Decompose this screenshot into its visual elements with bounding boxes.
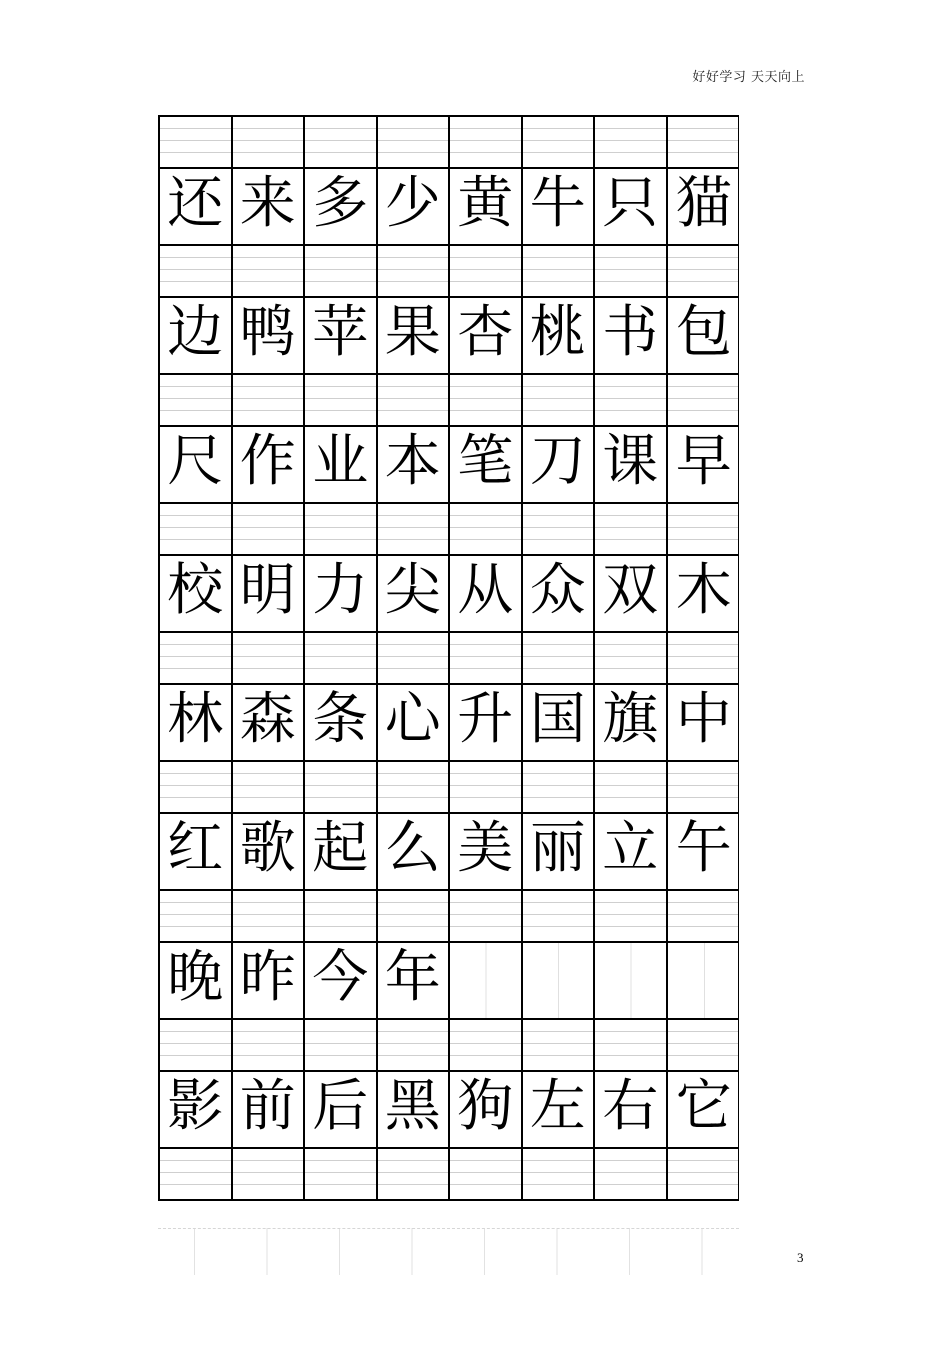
pinyin-cell (595, 375, 668, 425)
hanzi-character: 丽 (529, 815, 586, 881)
pinyin-cell (523, 891, 596, 941)
hanzi-character: 业 (312, 428, 369, 494)
character-cell (523, 298, 596, 373)
character-cell (233, 943, 306, 1018)
character-cell (595, 169, 668, 244)
character-cell (668, 685, 741, 760)
character-grid (158, 115, 739, 1201)
pinyin-cell (450, 246, 523, 296)
hanzi-character: 美 (457, 815, 514, 881)
pinyin-cell (595, 117, 668, 167)
hanzi-character: 林 (167, 686, 224, 752)
pinyin-band (160, 1147, 738, 1199)
pinyin-cell (305, 1149, 378, 1199)
character-cell (523, 556, 596, 631)
pinyin-cell (523, 504, 596, 554)
hanzi-character: 桃 (529, 299, 586, 365)
character-row (160, 554, 738, 631)
pinyin-cell (668, 633, 741, 683)
character-cell (233, 685, 306, 760)
hanzi-character: 刀 (529, 428, 586, 494)
hanzi-character: 少 (384, 170, 441, 236)
character-cell (305, 556, 378, 631)
pinyin-cell (233, 1149, 306, 1199)
character-cell (523, 814, 596, 889)
pinyin-cell (668, 375, 741, 425)
character-cell (668, 169, 741, 244)
hanzi-character: 双 (602, 557, 659, 623)
character-cell (595, 685, 668, 760)
hanzi-character: 木 (675, 557, 732, 623)
hanzi-character: 昨 (239, 944, 296, 1010)
hanzi-character: 早 (675, 428, 732, 494)
hanzi-character: 起 (312, 815, 369, 881)
pinyin-cell (378, 633, 451, 683)
hanzi-character: 只 (602, 170, 659, 236)
character-row (160, 812, 738, 889)
character-cell (668, 814, 741, 889)
pinyin-cell (378, 1149, 451, 1199)
pinyin-cell (450, 762, 523, 812)
pinyin-cell (233, 504, 306, 554)
hanzi-character: 前 (239, 1073, 296, 1139)
pinyin-cell (450, 1020, 523, 1070)
pinyin-cell (378, 117, 451, 167)
pinyin-cell (233, 117, 306, 167)
character-cell (450, 427, 523, 502)
character-cell (305, 1072, 378, 1147)
pinyin-cell (668, 891, 741, 941)
pinyin-cell (305, 246, 378, 296)
pinyin-cell (523, 1020, 596, 1070)
character-cell (378, 298, 451, 373)
character-cell (233, 814, 306, 889)
character-cell (523, 1072, 596, 1147)
character-row (160, 941, 738, 1018)
pinyin-cell (233, 375, 306, 425)
pinyin-cell (668, 117, 741, 167)
pinyin-cell (668, 762, 741, 812)
hanzi-character: 课 (602, 428, 659, 494)
pinyin-cell (668, 246, 741, 296)
pinyin-band (160, 760, 738, 812)
pinyin-cell (233, 246, 306, 296)
pinyin-cell (378, 375, 451, 425)
empty-character-cell (668, 943, 741, 1018)
pinyin-cell (668, 504, 741, 554)
hanzi-character: 本 (384, 428, 441, 494)
hanzi-character: 左 (529, 1073, 586, 1139)
pinyin-cell (160, 504, 233, 554)
character-cell (450, 685, 523, 760)
pinyin-cell (233, 762, 306, 812)
pinyin-cell (305, 504, 378, 554)
hanzi-character: 包 (675, 299, 732, 365)
pinyin-cell (160, 762, 233, 812)
hanzi-character: 么 (384, 815, 441, 881)
hanzi-character: 众 (529, 557, 586, 623)
pinyin-cell (305, 891, 378, 941)
character-cell (378, 943, 451, 1018)
hanzi-character: 右 (602, 1073, 659, 1139)
pinyin-cell (523, 246, 596, 296)
character-cell (160, 685, 233, 760)
pinyin-cell (305, 375, 378, 425)
character-cell (233, 427, 306, 502)
hanzi-character: 笔 (457, 428, 514, 494)
character-cell (378, 814, 451, 889)
character-cell (523, 427, 596, 502)
pinyin-cell (305, 633, 378, 683)
hanzi-character: 力 (312, 557, 369, 623)
empty-character-cell (595, 943, 668, 1018)
hanzi-character: 影 (167, 1073, 224, 1139)
pinyin-cell (160, 1020, 233, 1070)
hanzi-character: 旗 (602, 686, 659, 752)
hanzi-character: 黑 (384, 1073, 441, 1139)
character-cell (668, 556, 741, 631)
pinyin-band (160, 373, 738, 425)
pinyin-cell (233, 1020, 306, 1070)
character-cell (450, 298, 523, 373)
character-cell (160, 298, 233, 373)
character-cell (595, 427, 668, 502)
hanzi-character: 还 (167, 170, 224, 236)
character-cell (160, 556, 233, 631)
pinyin-cell (523, 633, 596, 683)
character-cell (378, 427, 451, 502)
pinyin-cell (450, 504, 523, 554)
hanzi-character: 中 (675, 686, 732, 752)
pinyin-cell (668, 1149, 741, 1199)
pinyin-cell (378, 246, 451, 296)
character-cell (233, 298, 306, 373)
hanzi-character: 红 (167, 815, 224, 881)
pinyin-band (160, 502, 738, 554)
character-cell (305, 427, 378, 502)
character-cell (305, 943, 378, 1018)
pinyin-cell (160, 633, 233, 683)
hanzi-character: 午 (675, 815, 732, 881)
character-cell (305, 685, 378, 760)
character-cell (450, 814, 523, 889)
pinyin-cell (160, 891, 233, 941)
pinyin-band (160, 244, 738, 296)
hanzi-character: 尖 (384, 557, 441, 623)
hanzi-character: 猫 (675, 170, 732, 236)
pinyin-cell (523, 375, 596, 425)
hanzi-character: 书 (602, 299, 659, 365)
character-cell (668, 298, 741, 373)
pinyin-cell (378, 762, 451, 812)
pinyin-cell (595, 504, 668, 554)
pinyin-cell (378, 1020, 451, 1070)
pinyin-band (160, 115, 738, 167)
hanzi-character: 来 (239, 170, 296, 236)
empty-character-cell (450, 943, 523, 1018)
character-cell (233, 169, 306, 244)
hanzi-character: 升 (457, 686, 514, 752)
character-cell (523, 685, 596, 760)
hanzi-character: 苹 (312, 299, 369, 365)
character-cell (450, 169, 523, 244)
character-cell (233, 556, 306, 631)
hanzi-character: 晚 (167, 944, 224, 1010)
pinyin-cell (595, 891, 668, 941)
character-cell (160, 427, 233, 502)
pinyin-cell (160, 117, 233, 167)
hanzi-character: 立 (602, 815, 659, 881)
pinyin-cell (595, 633, 668, 683)
character-cell (305, 169, 378, 244)
character-cell (523, 169, 596, 244)
hanzi-character: 狗 (457, 1073, 514, 1139)
hanzi-character: 森 (239, 686, 296, 752)
character-cell (378, 685, 451, 760)
character-row (160, 167, 738, 244)
character-row (160, 1070, 738, 1147)
hanzi-character: 国 (529, 686, 586, 752)
hanzi-character: 多 (312, 170, 369, 236)
empty-character-cell (523, 943, 596, 1018)
hanzi-character: 它 (675, 1073, 732, 1139)
character-cell (595, 814, 668, 889)
character-cell (668, 1072, 741, 1147)
pinyin-cell (450, 375, 523, 425)
character-row (160, 425, 738, 502)
pinyin-cell (160, 246, 233, 296)
character-cell (160, 1072, 233, 1147)
pinyin-cell (233, 633, 306, 683)
pinyin-cell (523, 762, 596, 812)
hanzi-character: 校 (167, 557, 224, 623)
character-cell (160, 814, 233, 889)
character-cell (305, 814, 378, 889)
hanzi-character: 今 (312, 944, 369, 1010)
pinyin-cell (450, 117, 523, 167)
pinyin-band (160, 631, 738, 683)
hanzi-character: 牛 (529, 170, 586, 236)
pinyin-cell (160, 1149, 233, 1199)
hanzi-character: 心 (384, 686, 441, 752)
trailing-guide-lines (158, 1228, 739, 1275)
character-cell (450, 1072, 523, 1147)
pinyin-cell (378, 504, 451, 554)
page-number: 3 (797, 1250, 804, 1265)
hanzi-character: 鸭 (239, 299, 296, 365)
hanzi-character: 黄 (457, 170, 514, 236)
hanzi-character: 歌 (239, 815, 296, 881)
pinyin-cell (595, 1020, 668, 1070)
hanzi-character: 明 (239, 557, 296, 623)
hanzi-character: 边 (167, 299, 224, 365)
pinyin-cell (233, 891, 306, 941)
hanzi-character: 后 (312, 1073, 369, 1139)
pinyin-cell (595, 1149, 668, 1199)
character-cell (450, 556, 523, 631)
hanzi-character: 年 (384, 944, 441, 1010)
pinyin-cell (378, 891, 451, 941)
pinyin-cell (595, 246, 668, 296)
character-cell (595, 1072, 668, 1147)
hanzi-character: 作 (239, 428, 296, 494)
character-cell (595, 298, 668, 373)
character-cell (233, 1072, 306, 1147)
hanzi-character: 杏 (457, 299, 514, 365)
grid-bottom-border (160, 1199, 738, 1201)
pinyin-cell (450, 891, 523, 941)
character-cell (378, 169, 451, 244)
character-row (160, 296, 738, 373)
pinyin-cell (305, 762, 378, 812)
character-cell (595, 556, 668, 631)
pinyin-band (160, 889, 738, 941)
character-cell (668, 427, 741, 502)
pinyin-cell (305, 117, 378, 167)
character-cell (378, 556, 451, 631)
page-header: 好好学习 天天向上 (692, 70, 805, 85)
pinyin-cell (305, 1020, 378, 1070)
character-cell (160, 169, 233, 244)
pinyin-cell (160, 375, 233, 425)
hanzi-character: 条 (312, 686, 369, 752)
character-cell (378, 1072, 451, 1147)
character-row (160, 683, 738, 760)
hanzi-character: 尺 (167, 428, 224, 494)
pinyin-cell (450, 1149, 523, 1199)
character-cell (305, 298, 378, 373)
pinyin-cell (523, 117, 596, 167)
pinyin-cell (523, 1149, 596, 1199)
pinyin-band (160, 1018, 738, 1070)
hanzi-character: 果 (384, 299, 441, 365)
pinyin-cell (450, 633, 523, 683)
character-cell (160, 943, 233, 1018)
pinyin-cell (668, 1020, 741, 1070)
pinyin-cell (595, 762, 668, 812)
hanzi-character: 从 (457, 557, 514, 623)
